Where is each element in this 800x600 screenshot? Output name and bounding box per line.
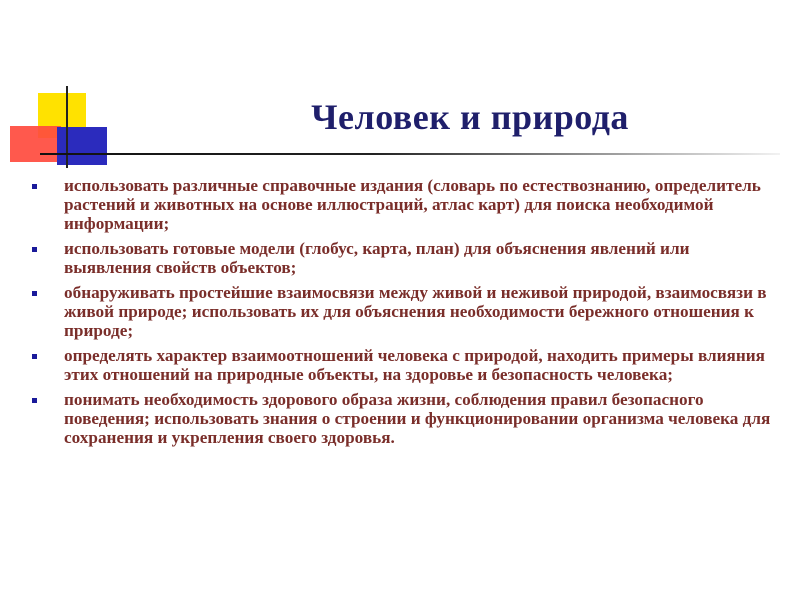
square-bullet-icon xyxy=(32,291,37,296)
slide-title: Человек и природа xyxy=(311,97,629,137)
list-item xyxy=(28,239,778,277)
square-bullet-icon xyxy=(32,247,37,252)
list-item xyxy=(28,283,778,340)
list-item-text: обнаруживать простейшие взаимосвязи между живой и неживой природой, взаимосвязи в живой природе; использовать их для объяснения необходимости бережного отношения к природе; xyxy=(64,283,767,340)
list-item xyxy=(28,176,778,233)
blue-square xyxy=(57,127,107,165)
list-item-text: понимать необходимость здорового образа жизни, соблюдения правил безопасного поведения; использовать знания о строении и функционировании организма человека для сохранения и укрепления своего здоровья. xyxy=(64,390,771,447)
list-item-text: использовать готовые модели (глобус, карта, план) для объяснения явлений или выявления свойств объектов; xyxy=(64,239,690,277)
red-square xyxy=(10,126,61,162)
title-underline xyxy=(40,153,780,155)
square-bullet-icon xyxy=(32,398,37,403)
list-item xyxy=(28,390,778,447)
list-item-text: использовать различные справочные издания (словарь по естествознанию, определитель растений и животных на основе иллюстраций, атлас карт) для поиска необходимой информации; xyxy=(64,176,761,233)
bullet-list xyxy=(28,176,778,453)
decorative-squares-logo xyxy=(0,0,120,170)
vertical-line xyxy=(66,86,68,168)
square-bullet-icon xyxy=(32,354,37,359)
square-bullet-icon xyxy=(32,184,37,189)
list-item xyxy=(28,346,778,384)
list-item-text: определять характер взаимоотношений человека с природой, находить примеры влияния этих отношений на природные объекты, на здоровье и безопасность человека; xyxy=(64,346,765,384)
